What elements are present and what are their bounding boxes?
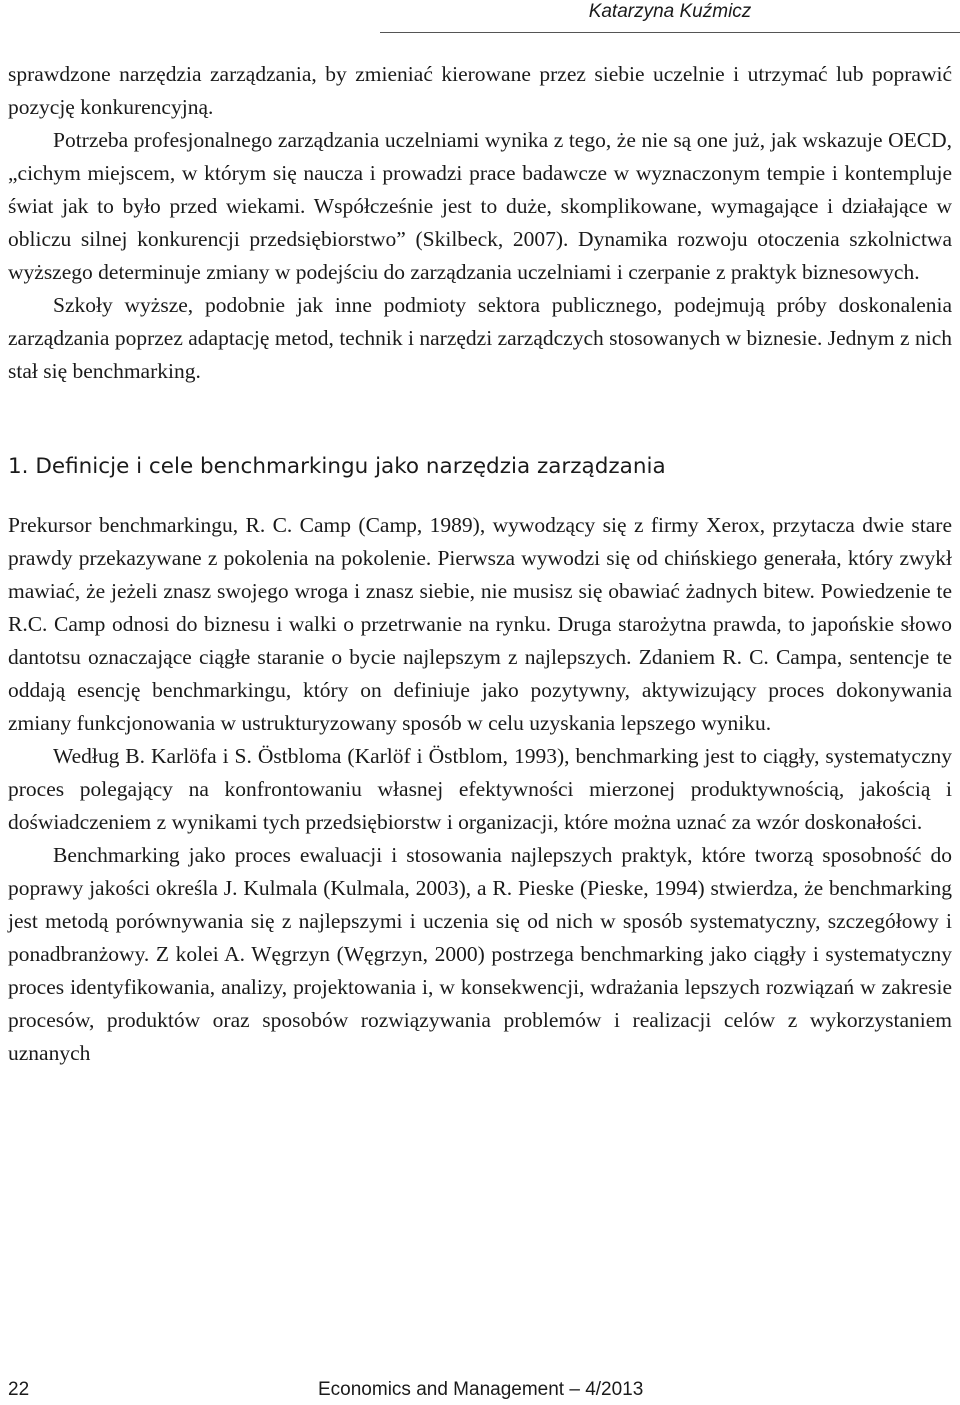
page-number: 22	[8, 1379, 30, 1400]
paragraph-3: Szkoły wyższe, podobnie jak inne podmioty sektora publicznego, podejmują próby doskonalenia zarządzania poprzez adaptację metod, technik i narzędzi zarządczych stosowanych w biznesie. Jednym z nich stał się benchmarking.	[8, 293, 952, 383]
paragraph-4: Prekursor benchmarkingu, R. C. Camp (Camp, 1989), wywodzący się z firmy Xerox, przytacza dwie stare prawdy przekazywane z pokolenia na pokolenie. Pierwsza wywodzi się od chińskiego generała, który zwykł mawiać, że jeżeli znasz swojego wroga i znasz siebie, nie musisz się obawiać żadnych bitew. Powiedzenie te R.C. Camp odnosi do biznesu i walki o przetrwanie na rynku. Druga starożytna prawda, to japońskie słowo dantotsu oznaczające ciągłe staranie o bycie najlepszym z najlepszych. Zdaniem R. C. Campa, sentencje te oddają esencję benchmarkingu, który on definiuje jako pozytywny, aktywizujący proces dokonywania zmiany funkcjonowania w ustrukturyzowany sposób w celu uzyskania lepszego wyniku.	[8, 513, 952, 735]
running-head-author: Katarzyna Kuźmicz	[380, 0, 960, 33]
paragraph-5: Według B. Karlöfa i S. Östbloma (Karlöf i Östblom, 1993), benchmarking jest to ciągły, systematyczny proces polegający na konfrontowaniu własnej efektywności mierzonej produktywnością, jakością i doświadczeniem z wynikami tych przedsiębiorstw i organizacji, które można uznać za wzór doskonałości.	[8, 744, 952, 834]
section-heading: 1. Definicje i cele benchmarkingu jako narzędzia zarządzania	[8, 454, 666, 479]
paragraph-6: Benchmarking jako proces ewaluacji i stosowania najlepszych praktyk, które tworzą sposobność do poprawy jakości określa J. Kulmala (Kulmala, 2003), a R. Pieske (Pieske, 1994) stwierdza, że benchmarking jest metodą porównywania się z najlepszymi i uczenia się od nich w sposób systematyczny, szczegółowy i ponadbranżowy. Z kolei A. Węgrzyn (Węgrzyn, 2000) postrzega benchmarking jako ciągły i systematyczny proces identyfikowania, analizy, projektowania i, w konsekwencji, wdrażania lepszych rozwiązań w zakresie procesów, produktów oraz sposobów rozwiązywania problemów i realizacji celów z wykorzystaniem uznanych	[8, 843, 952, 1065]
page-footer	[8, 1375, 952, 1405]
main-text	[8, 58, 952, 1070]
paragraph-2: Potrzeba profesjonalnego zarządzania uczelniami wynika z tego, że nie są one już, jak wskazuje OECD, „cichym miejscem, w którym się naucza i prowadzi prace badawcze w wyznaczonym tempie i kontempluje świat jak to było przed wiekami. Współcześnie jest to duże, skomplikowane, wymagające i działające w obliczu silnej konkurencji przedsiębiorstwo” (Skilbeck, 2007). Dynamika rozwoju otoczenia szkolnictwa wyższego determinuje zmiany w podejściu do zarządzania uczelniami i czerpanie z praktyk biznesowych.	[8, 128, 952, 284]
paragraph-1: sprawdzone narzędzia zarządzania, by zmieniać kierowane przez siebie uczelnie i utrzymać lub poprawić pozycję konkurencyjną.	[8, 62, 952, 119]
journal-citation: Economics and Management – 4/2013	[318, 1379, 644, 1400]
